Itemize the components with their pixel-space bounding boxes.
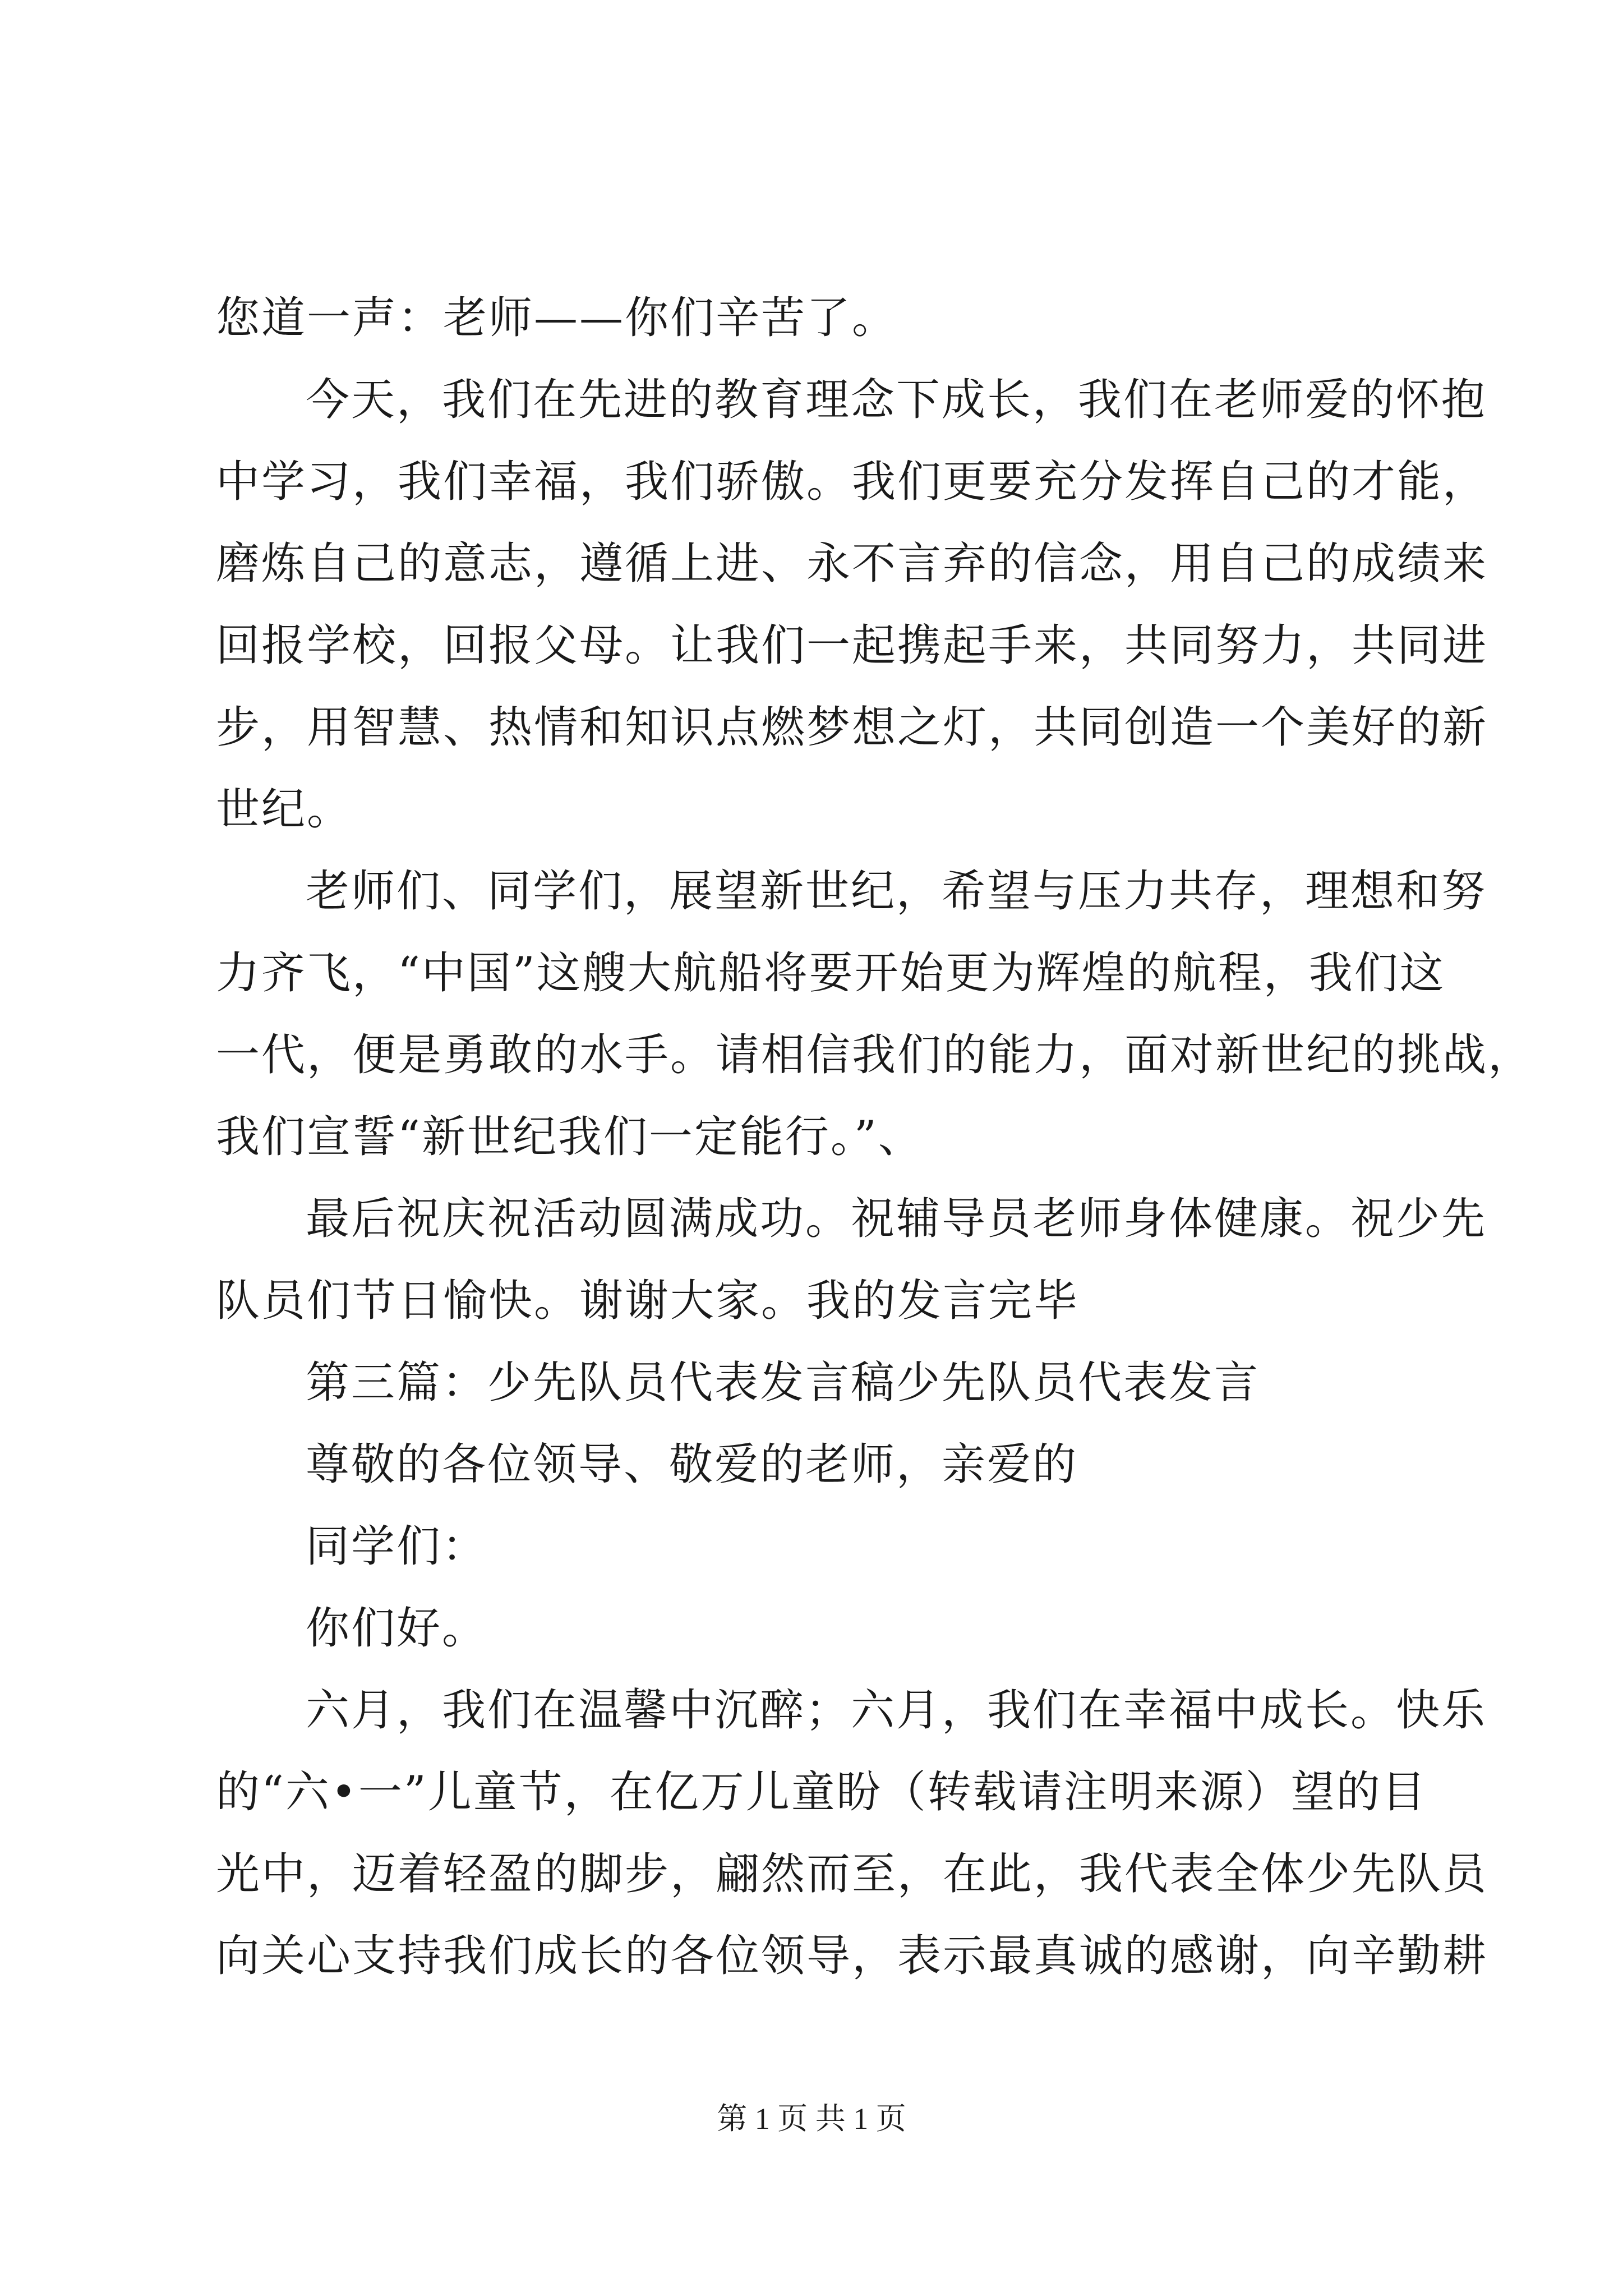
text-line: 同学们： xyxy=(306,1521,488,1572)
text-line: 的“六•一”儿童节，在亿万儿童盼（转载请注明来源）望的目 xyxy=(216,1767,1427,1818)
text-line: 世纪。 xyxy=(216,784,353,835)
text-line: 你们好。 xyxy=(306,1603,488,1654)
text-line: 您道一声：老师——你们辛苦了。 xyxy=(216,293,898,343)
text-line: 力齐飞，“中国”这艘大航船将要开始更为辉煌的航程，我们这 xyxy=(216,948,1445,999)
text-line: 尊敬的各位领导、敬爱的老师，亲爱的 xyxy=(306,1439,1078,1490)
text-line: 今天，我们在先进的教育理念下成长，我们在老师爱的怀抱 xyxy=(306,375,1487,425)
text-line: 我们宣誓“新世纪我们一定能行。”、 xyxy=(216,1112,924,1162)
text-line: 最后祝庆祝活动圆满成功。祝辅导员老师身体健康。祝少先 xyxy=(306,1194,1487,1244)
text-line: 向关心支持我们成长的各位领导，表示最真诚的感谢，向辛勤耕 xyxy=(216,1931,1488,1981)
text-line: 光中，迈着轻盈的脚步，翩然而至，在此，我代表全体少先队员 xyxy=(216,1849,1488,1899)
text-line: 队员们节日愉快。谢谢大家。我的发言完毕 xyxy=(216,1276,1080,1326)
text-line: 步，用智慧、热情和知识点燃梦想之灯，共同创造一个美好的新 xyxy=(216,702,1488,753)
section-heading: 第三篇：少先队员代表发言稿少先队员代表发言 xyxy=(306,1358,1260,1408)
text-line: 回报学校，回报父母。让我们一起携起手来，共同努力，共同进 xyxy=(216,620,1488,671)
text-line: 磨炼自己的意志，遵循上进、永不言弃的信念，用自己的成绩来 xyxy=(216,539,1488,589)
text-line: 中学习，我们幸福，我们骄傲。我们更要充分发挥自己的才能， xyxy=(216,457,1488,507)
text-line: 六月，我们在温馨中沉醉；六月，我们在幸福中成长。快乐 xyxy=(306,1685,1487,1736)
text-line: 一代，便是勇敢的水手。请相信我们的能力，面对新世纪的挑战， xyxy=(216,1030,1534,1080)
text-line: 老师们、同学们，展望新世纪，希望与压力共存，理想和努 xyxy=(306,866,1487,917)
page-number-footer: 第 1 页 共 1 页 xyxy=(717,2102,906,2136)
